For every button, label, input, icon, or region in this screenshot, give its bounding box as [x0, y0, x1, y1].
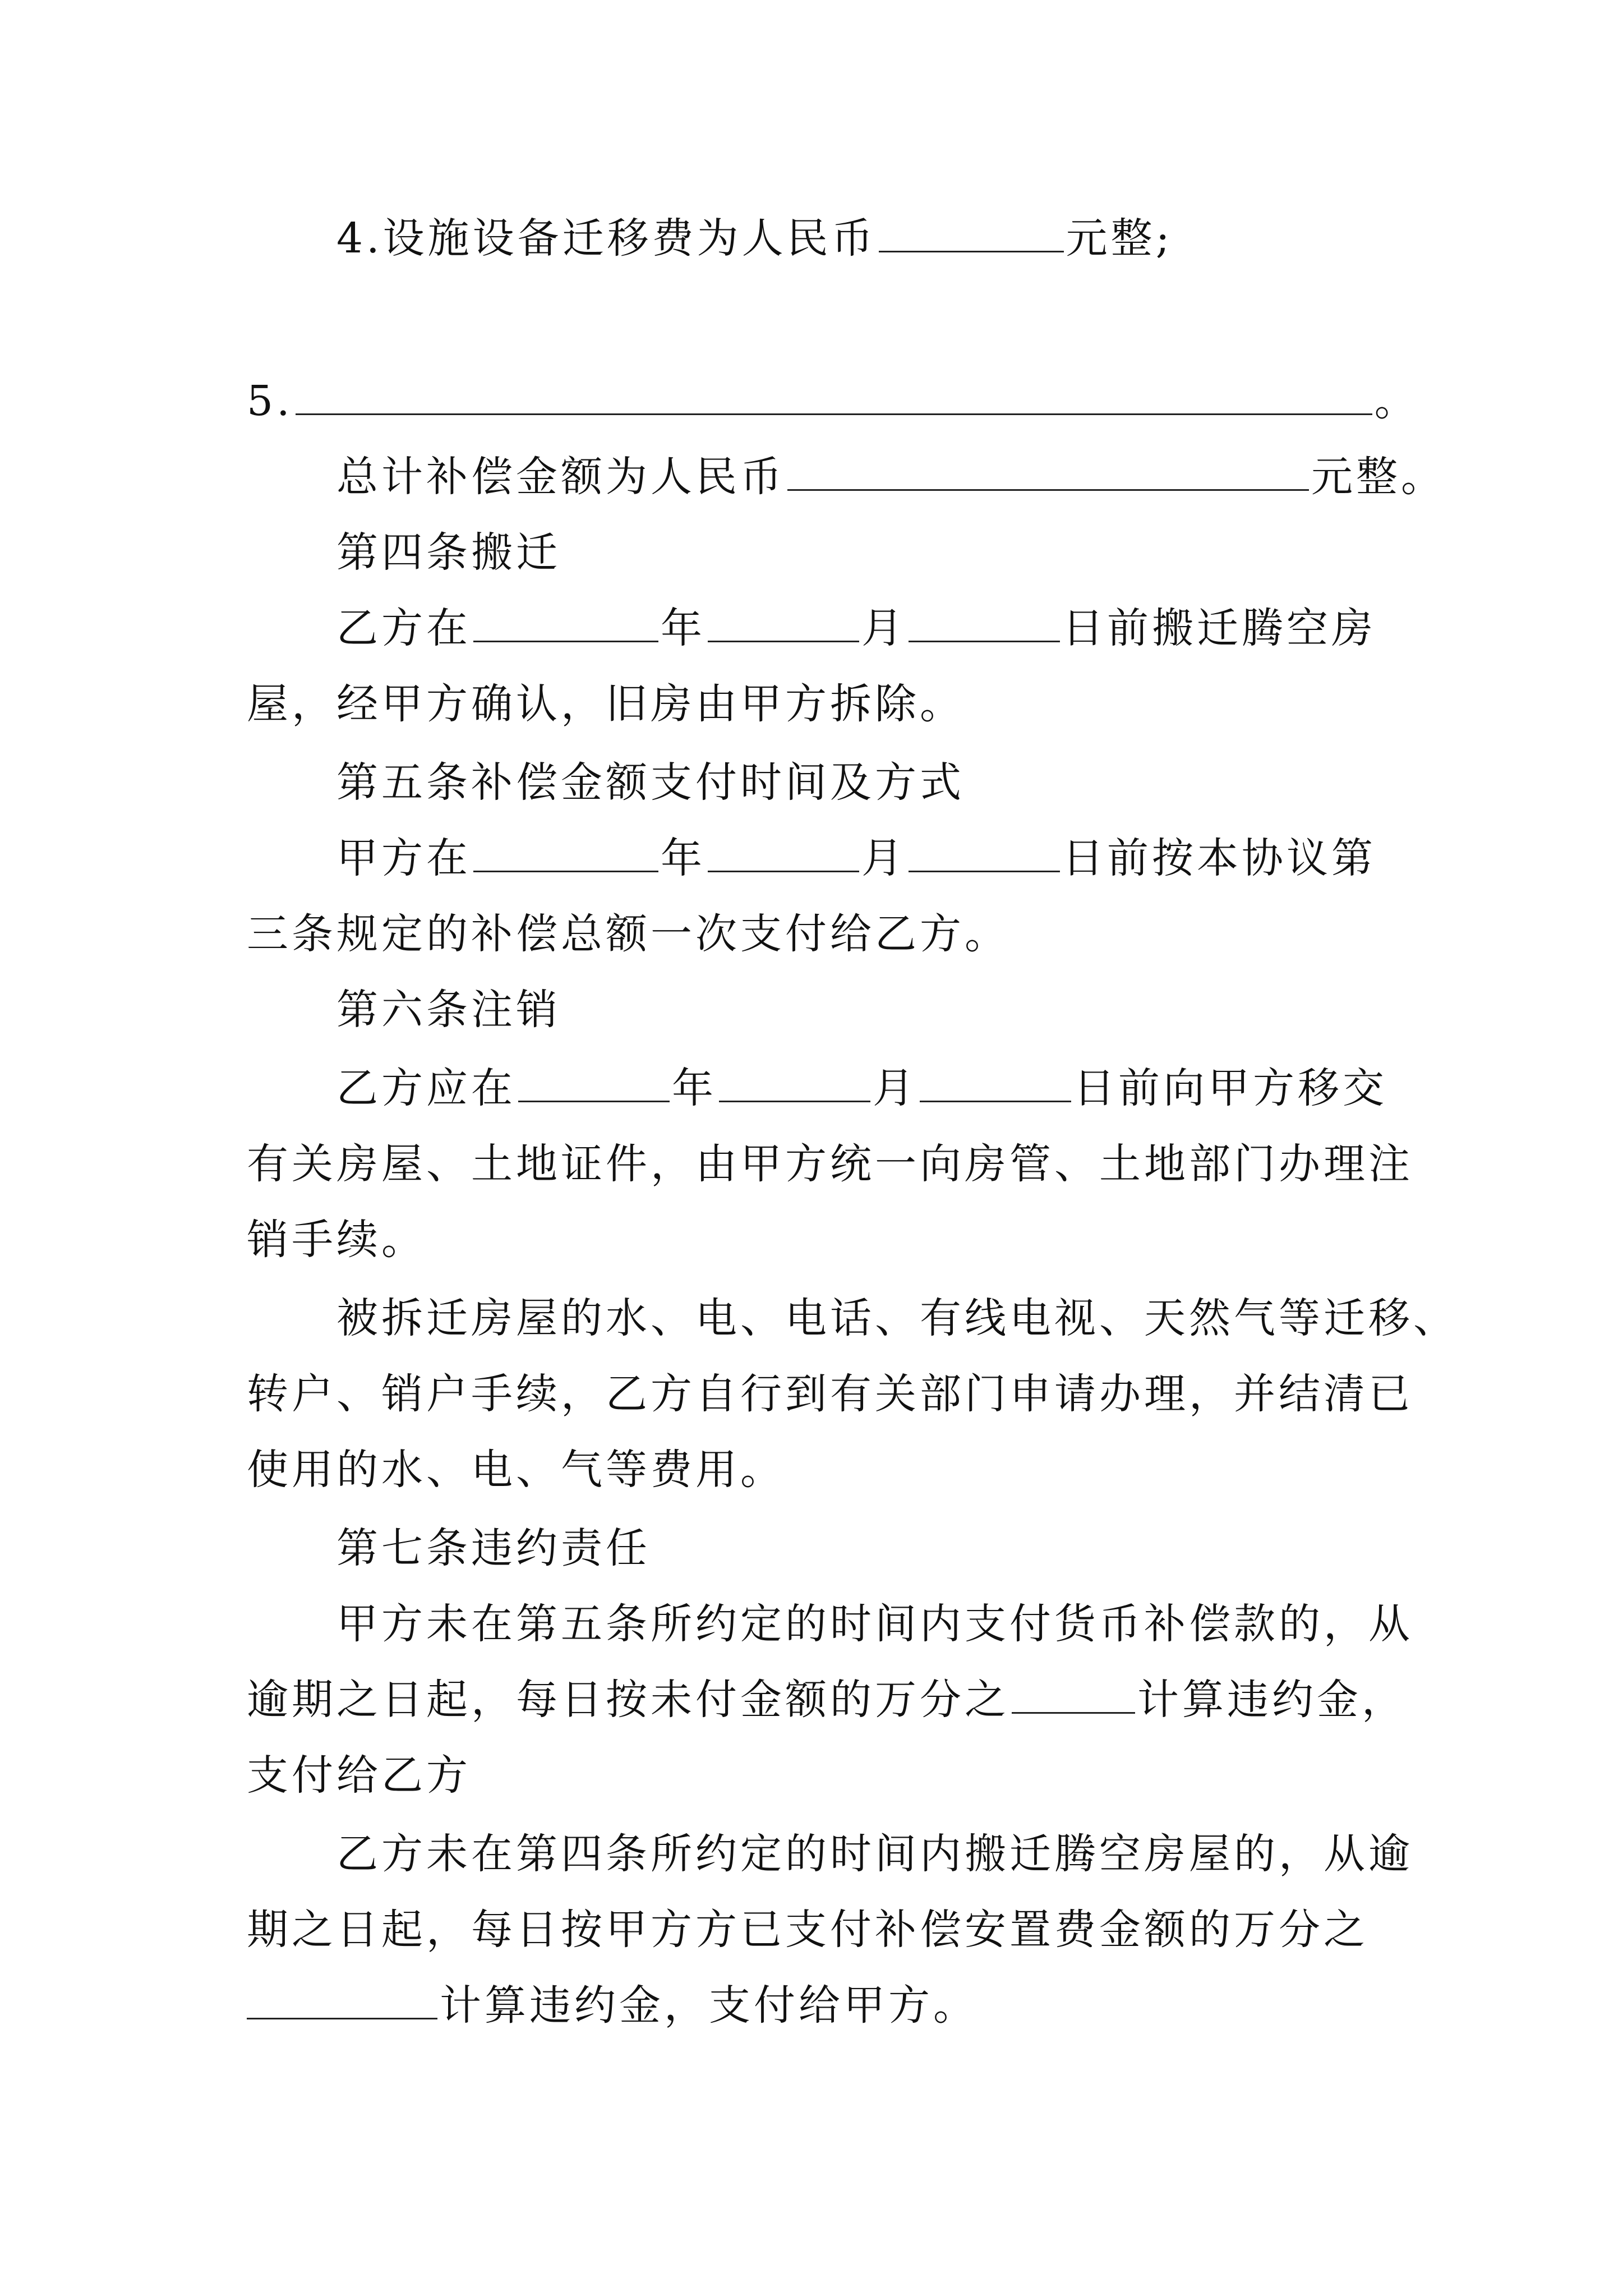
- total-suffix: 元整。: [1311, 453, 1446, 501]
- total-text: 总计补偿金额为人民币: [336, 453, 785, 501]
- penalty-rate-text: 逾期之日起，每日按未付金额的万分之: [247, 1676, 1009, 1724]
- year-blank: [473, 836, 658, 872]
- article-7-para-2-line-2: 期之日起，每日按甲方方已支付补偿安置费金额的万分之: [247, 1906, 1368, 1954]
- item-4-line: [336, 213, 1173, 264]
- article-4-title: 第四条搬迁: [336, 528, 561, 577]
- article-7-para-2-line-3: [247, 1980, 978, 2031]
- article-5-line-2: 三条规定的补偿总额一次支付给乙方。: [247, 910, 1009, 958]
- article-7-para-1-line-2: [247, 1674, 1407, 1725]
- article-7-title: 第七条违约责任: [336, 1524, 651, 1572]
- rate-blank: [1012, 1677, 1135, 1714]
- article-4-line-2: 屋，经甲方确认，旧房由甲方拆除。: [247, 680, 965, 728]
- fill-blank: [787, 454, 1309, 491]
- article-4-line-1: [336, 603, 1376, 654]
- article-6-para-2-line-2: 转户、销户手续，乙方自行到有关部门申请办理，并结清已: [247, 1370, 1413, 1418]
- item-4-text: 4.设施设备迁移费为人民币: [336, 214, 877, 263]
- article-6-title: 第六条注销: [336, 986, 561, 1034]
- article-6-tail: 日前向甲方移交: [1073, 1064, 1387, 1112]
- day-blank: [909, 836, 1060, 872]
- item-5-line: [247, 376, 1419, 426]
- month-label: 月: [861, 604, 906, 652]
- month-label: 月: [861, 834, 906, 882]
- article-6-para-2-line-1: 被拆迁房屋的水、电、电话、有线电视、天然气等迁移、: [336, 1294, 1458, 1342]
- penalty-rate-tail: 计算违约金，: [1137, 1676, 1407, 1724]
- year-label: 年: [661, 604, 706, 652]
- year-blank: [518, 1066, 670, 1102]
- article-7-para-2-line-1: 乙方未在第四条所约定的时间内搬迁腾空房屋的，从逾: [336, 1830, 1413, 1878]
- total-line: [336, 452, 1446, 502]
- fill-blank: [879, 216, 1064, 252]
- day-blank: [909, 606, 1060, 642]
- article-4-lead: 乙方在: [336, 604, 471, 652]
- article-6-line-3: 销手续。: [247, 1216, 426, 1264]
- article-6-line-1: [336, 1063, 1387, 1114]
- year-label: 年: [661, 834, 706, 882]
- article-5-line-1: [336, 833, 1376, 884]
- article-6-lead: 乙方应在: [336, 1064, 516, 1112]
- article-6-para-2-line-3: 使用的水、电、气等费用。: [247, 1446, 785, 1494]
- article-7-para-1-line-3: 支付给乙方: [247, 1751, 471, 1800]
- month-blank: [708, 606, 859, 642]
- article-5-tail: 日前按本协议第: [1062, 834, 1376, 882]
- rate-blank: [247, 1983, 437, 2019]
- article-4-tail: 日前搬迁腾空房: [1062, 604, 1376, 652]
- year-blank: [473, 606, 658, 642]
- article-6-line-2: 有关房屋、土地证件，由甲方统一向房管、土地部门办理注: [247, 1140, 1413, 1188]
- item-4-suffix: 元整;: [1066, 214, 1173, 263]
- day-blank: [920, 1066, 1071, 1102]
- month-blank: [719, 1066, 870, 1102]
- item-5-text: 5.: [247, 377, 293, 425]
- item-5-suffix: 。: [1374, 377, 1419, 425]
- month-blank: [708, 836, 859, 872]
- article-5-title: 第五条补偿金额支付时间及方式: [336, 758, 965, 807]
- penalty-rate-tail: 计算违约金，支付给甲方。: [440, 1981, 978, 2030]
- article-7-para-1-line-1: 甲方未在第五条所约定的时间内支付货币补偿款的，从: [336, 1600, 1413, 1648]
- month-label: 月: [873, 1064, 917, 1112]
- fill-blank: [296, 379, 1372, 415]
- article-5-lead: 甲方在: [336, 834, 471, 882]
- year-label: 年: [672, 1064, 717, 1112]
